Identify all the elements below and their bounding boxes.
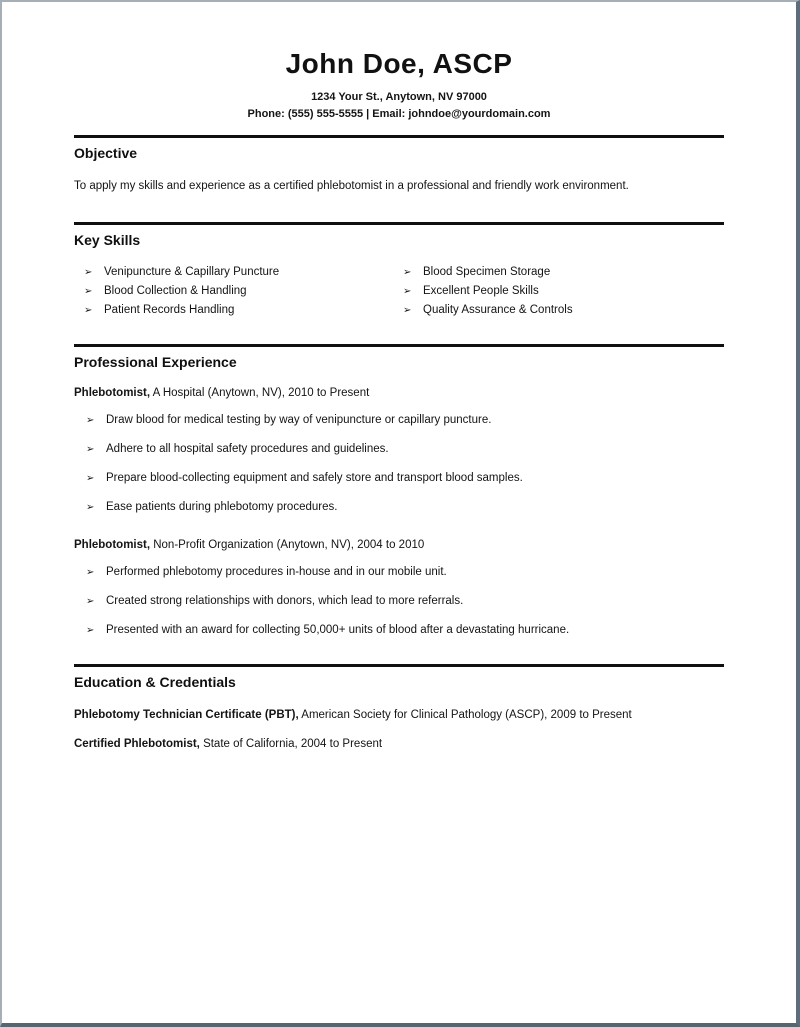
list-item <box>403 263 724 282</box>
arrow-bullet-icon: ➢ <box>86 415 95 426</box>
section-divider <box>74 664 724 667</box>
job-role: Phlebotomist, <box>74 539 151 551</box>
skill-label: Blood Collection & Handling <box>104 285 247 297</box>
credential-item <box>74 709 724 721</box>
list-item <box>74 471 724 486</box>
section-divider <box>74 135 724 138</box>
job-title <box>74 387 724 399</box>
credential-detail: American Society for Clinical Pathology (ASCP), 2009 to Present <box>298 709 632 721</box>
skill-label: Venipuncture & Capillary Puncture <box>104 266 280 278</box>
arrow-bullet-icon: ➢ <box>86 567 95 578</box>
resume-header <box>74 48 724 120</box>
job-bullet-text: Adhere to all hospital safety procedures and guidelines. <box>106 443 389 455</box>
arrow-bullet-icon: ➢ <box>403 305 412 316</box>
job-entry <box>74 539 724 638</box>
candidate-address: 1234 Your St., Anytown, NV 97000 <box>311 91 487 103</box>
objective-heading: Objective <box>74 145 138 161</box>
credential-item <box>74 738 724 750</box>
section-education-credentials <box>74 664 724 750</box>
skills-column-left <box>74 263 399 320</box>
list-item <box>74 623 724 638</box>
section-divider <box>74 222 724 225</box>
skills-column-right <box>399 263 724 320</box>
arrow-bullet-icon: ➢ <box>84 267 93 278</box>
arrow-bullet-icon: ➢ <box>86 502 95 513</box>
arrow-bullet-icon: ➢ <box>84 286 93 297</box>
candidate-contact: Phone: (555) 555-5555 | Email: johndoe@yourdomain.com <box>247 108 551 120</box>
arrow-bullet-icon: ➢ <box>86 625 95 636</box>
arrow-bullet-icon: ➢ <box>403 286 412 297</box>
education-heading: Education & Credentials <box>74 674 236 690</box>
section-divider <box>74 344 724 347</box>
candidate-name: John Doe, ASCP <box>285 48 513 79</box>
list-item <box>84 301 399 320</box>
credential-title: Phlebotomy Technician Certificate (PBT), <box>74 709 299 721</box>
arrow-bullet-icon: ➢ <box>86 444 95 455</box>
list-item <box>74 500 724 515</box>
section-key-skills <box>74 222 724 320</box>
credential-detail: State of California, 2004 to Present <box>199 738 383 750</box>
key-skills-heading: Key Skills <box>74 232 141 248</box>
job-bullet-text: Draw blood for medical testing by way of venipuncture or capillary puncture. <box>106 414 492 426</box>
job-bullet-text: Performed phlebotomy procedures in-house and in our mobile unit. <box>106 566 447 578</box>
job-org-dates: Non-Profit Organization (Anytown, NV), 2004 to 2010 <box>150 539 425 551</box>
list-item <box>403 301 724 320</box>
job-bullet-text: Prepare blood-collecting equipment and safely store and transport blood samples. <box>106 472 523 484</box>
skill-label: Quality Assurance & Controls <box>423 304 573 316</box>
experience-heading: Professional Experience <box>74 354 237 370</box>
list-item <box>74 413 724 428</box>
section-objective <box>74 135 724 194</box>
skill-label: Excellent People Skills <box>423 285 539 297</box>
credential-title: Certified Phlebotomist, <box>74 738 200 750</box>
job-role: Phlebotomist, <box>74 387 151 399</box>
objective-text: To apply my skills and experience as a certified phlebotomist in a professional and friendly work environment. <box>74 180 629 192</box>
list-item <box>84 263 399 282</box>
job-title <box>74 539 724 551</box>
job-entry <box>74 387 724 515</box>
arrow-bullet-icon: ➢ <box>84 305 93 316</box>
list-item <box>74 442 724 457</box>
arrow-bullet-icon: ➢ <box>86 596 95 607</box>
skill-label: Blood Specimen Storage <box>423 266 551 278</box>
list-item <box>74 565 724 580</box>
job-org-dates: A Hospital (Anytown, NV), 2010 to Present <box>150 387 370 399</box>
job-bullet-text: Ease patients during phlebotomy procedures. <box>106 501 338 513</box>
arrow-bullet-icon: ➢ <box>86 473 95 484</box>
list-item <box>84 282 399 301</box>
list-item <box>403 282 724 301</box>
job-bullet-text: Presented with an award for collecting 50,000+ units of blood after a devastating hurricane. <box>106 624 570 636</box>
skill-label: Patient Records Handling <box>104 304 235 316</box>
skills-columns <box>74 263 724 320</box>
list-item <box>74 594 724 609</box>
job-bullet-text: Created strong relationships with donors, which lead to more referrals. <box>106 595 464 607</box>
arrow-bullet-icon: ➢ <box>403 267 412 278</box>
section-professional-experience <box>74 344 724 638</box>
